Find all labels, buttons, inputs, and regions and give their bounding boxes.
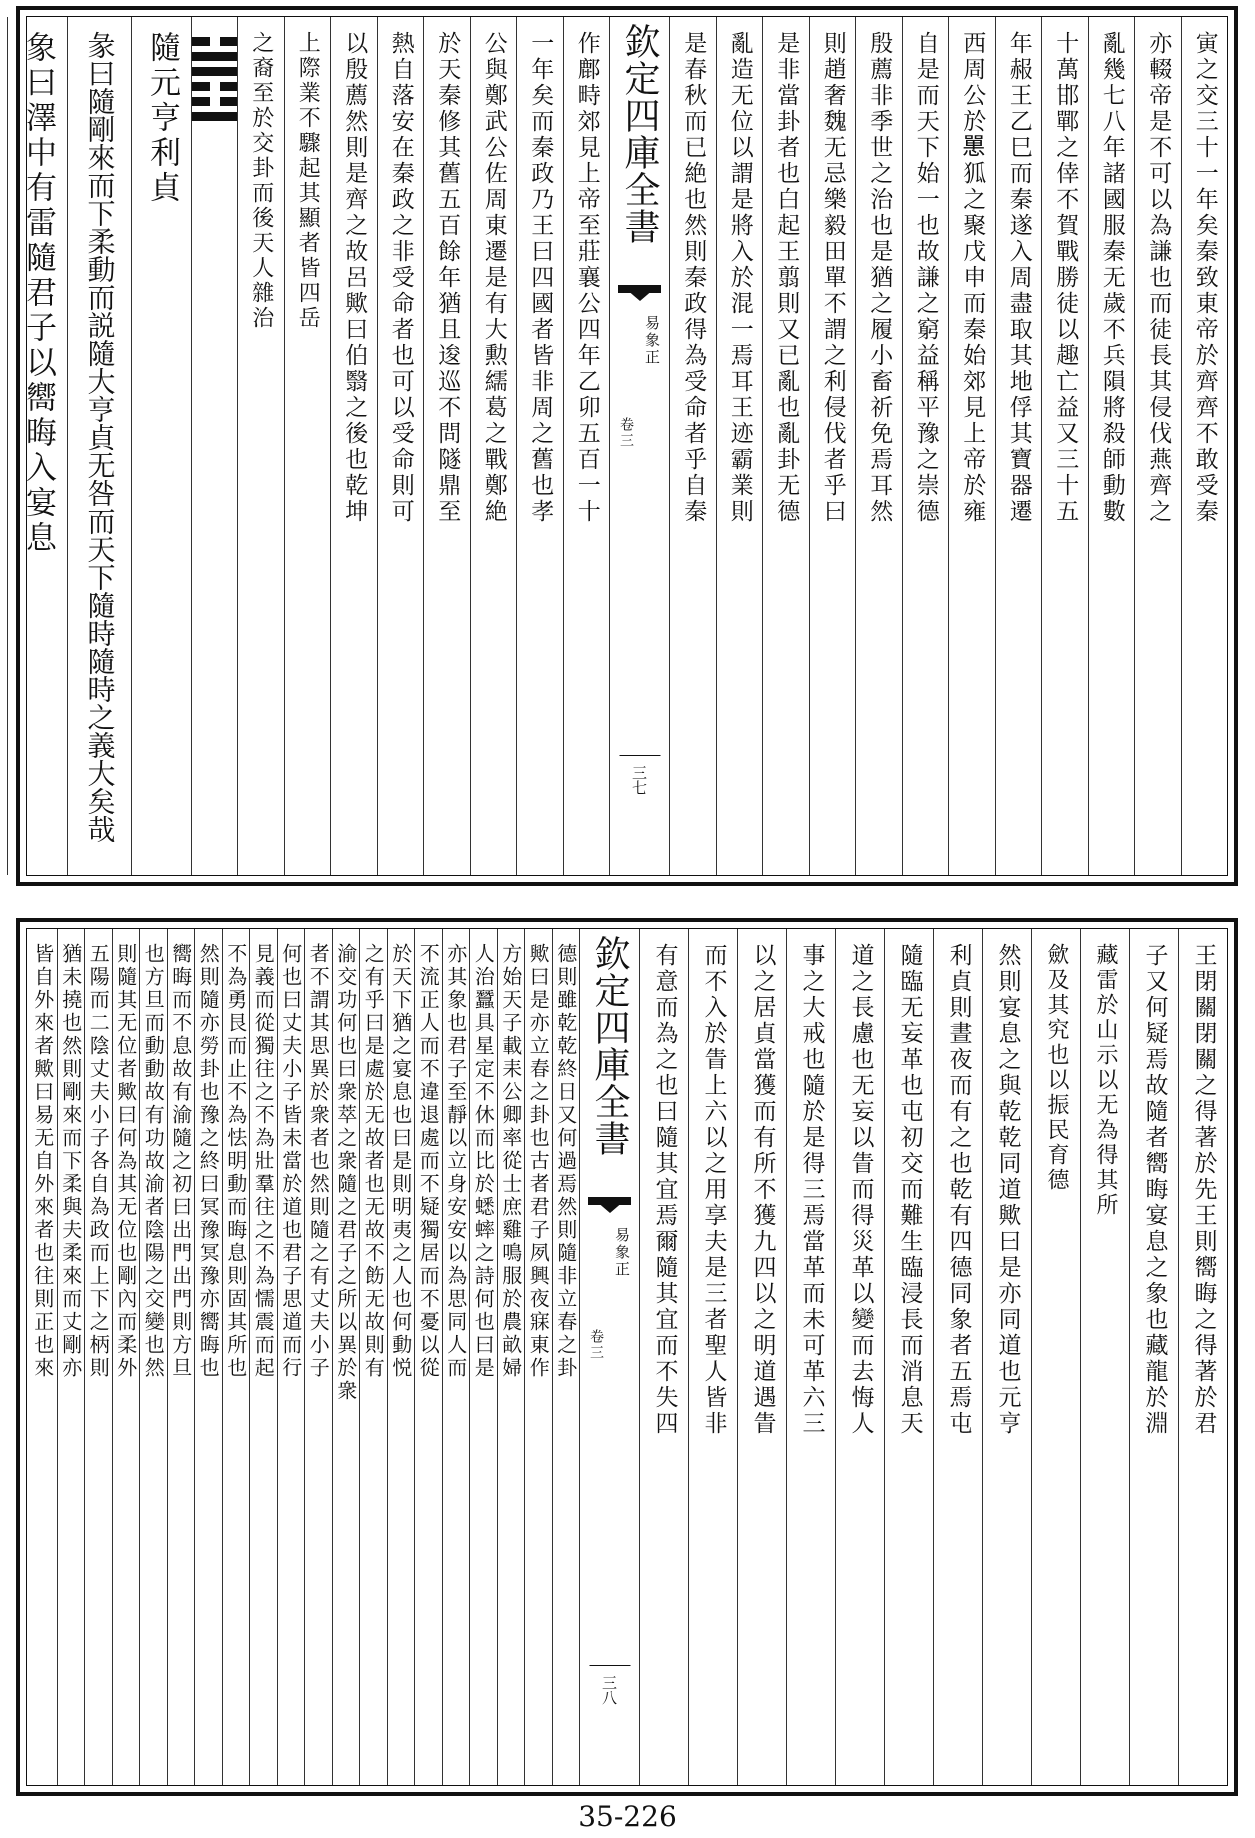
text-line: 是春秋而已絶也然則秦政得為受命者乎自秦 — [680, 31, 707, 525]
text-column — [1134, 17, 1181, 875]
text-line: 事之大戒也隨於是得三焉當革而未可革六三 — [798, 943, 825, 1437]
fish-tail-mark — [588, 1197, 631, 1215]
text-column — [809, 17, 856, 875]
text-line: 猶未撓也然則剛來而下柔與夫柔來而丈剛亦 — [58, 943, 83, 1380]
text-line: 上際業不驟起其顯者皆四岳 — [295, 31, 321, 331]
text-column — [552, 929, 580, 1785]
volume-label: 卷三 — [588, 1329, 604, 1361]
text-line: 公與鄭武公佐周東遷是有大勲繻葛之戰鄭絶 — [480, 31, 507, 525]
text-line: 亂造无位以謂是將入於混一焉耳王迹霸業則 — [726, 31, 753, 525]
text-line: 不為勇艮而止不為怯明動而晦息則固其所也 — [223, 943, 248, 1380]
text-line: 以之居貞當獲而有所不獲九四以之明道遇眚 — [749, 943, 776, 1437]
text-line: 何也曰丈夫小子皆未當於道也君子思道而行 — [278, 943, 303, 1380]
text-line: 道之長慮也无妄以眚而得災革以變而去悔人 — [847, 943, 874, 1437]
text-column — [249, 929, 277, 1785]
text-line: 自是而天下始一也故謙之窮益稱平豫之崇德 — [912, 31, 939, 525]
text-line: 然則隨亦勞卦也豫之終曰冥豫冥豫亦嚮晦也 — [196, 943, 221, 1380]
bottom-page-frame — [16, 918, 1238, 1796]
text-line: 嚮晦而不息故有渝隨之初曰出門出門則方旦 — [168, 943, 193, 1380]
text-line: 亂幾七八年諸國服秦无歲不兵隕將殺師動數 — [1098, 31, 1125, 525]
commentary-column — [0, 17, 7, 875]
text-column — [902, 17, 949, 875]
hexagram-judgement: 隨元亨利貞 — [144, 31, 180, 206]
text-line: 有意而為之也曰隨其宜焉爾隨其宜而不失四 — [651, 943, 678, 1437]
text-column — [277, 929, 305, 1785]
text-column — [359, 929, 387, 1785]
text-column — [112, 929, 140, 1785]
text-line: 寅之交三十一年矣秦致東帝於齊齊不敢受秦 — [1191, 31, 1218, 525]
text-column — [1178, 929, 1227, 1785]
text-line: 年赧王乙巳而秦遂入周盡取其地俘其寶器遷 — [1005, 31, 1032, 525]
text-line: 以殷薦然則是齊之故呂歟曰伯翳之後也乾坤 — [341, 31, 368, 525]
xiang-column — [7, 17, 67, 875]
leaf-number: 三七 — [630, 765, 648, 795]
text-column — [284, 17, 331, 875]
text-column — [377, 17, 424, 875]
text-column — [688, 929, 737, 1785]
text-column — [497, 929, 525, 1785]
text-line: 之有乎曰是處於无故者也无故不飭无故則有 — [361, 943, 386, 1380]
text-line: 於天下猶之宴息也曰是則明夷之人也何動悦 — [388, 943, 413, 1380]
text-column — [1031, 929, 1080, 1785]
top-page-inner-frame — [20, 16, 1228, 876]
text-column — [470, 17, 517, 875]
text-line: 不流正人而不違退處而不疑獨居而不憂以從 — [416, 943, 441, 1380]
text-column — [948, 17, 995, 875]
text-column — [933, 929, 982, 1785]
text-line: 隨臨无妄革也屯初交而難生臨浸長而消息天 — [896, 943, 923, 1437]
text-column — [442, 929, 470, 1785]
page-number: 35-226 — [578, 1800, 677, 1833]
text-line: 十萬邯鄲之倖不賀戰勝徒以趣亡益又三十五 — [1052, 31, 1079, 525]
text-line: 藏雷於山示以无為得其所 — [1093, 943, 1118, 1218]
text-column — [982, 929, 1031, 1785]
book-subtitle: 易象正 — [643, 315, 661, 366]
text-column — [995, 17, 1042, 875]
text-line: 則趙奢魏无忌樂毅田單不謂之利侵伐者乎曰 — [819, 31, 846, 525]
text-line: 亦輟帝是不可以為謙也而徒長其侵伐燕齊之 — [1145, 31, 1172, 525]
text-column — [194, 929, 222, 1785]
text-column — [423, 17, 470, 875]
text-column — [304, 929, 332, 1785]
text-line: 見義而從獨往之不為壯羣往之不為懦震而起 — [251, 943, 276, 1380]
text-column — [516, 17, 563, 875]
text-column — [237, 17, 284, 875]
hexagram-judgement-column — [131, 17, 191, 875]
text-line: 也方旦而動動故有功故渝者陰陽之交變也然 — [141, 943, 166, 1380]
text-column — [84, 929, 112, 1785]
text-line: 亦其象也君子至靜以立身安安以為思同人而 — [443, 943, 468, 1380]
text-line: 者不謂其思異於衆者也然則隨之有丈夫小子 — [306, 943, 331, 1380]
text-line: 德則雖乾乾終日又何過焉然則隨非立春之卦 — [553, 943, 578, 1380]
text-column — [835, 929, 884, 1785]
text-line: 歛及其究也以振民育德 — [1044, 943, 1069, 1193]
text-line: 則隨其无位者歟曰何為其无位也剛內而柔外 — [113, 943, 138, 1380]
center-fold-column — [579, 929, 639, 1785]
volume-label: 卷三 — [618, 417, 634, 449]
text-line: 渝交功何也曰衆萃之衆隨之君子之所以異於衆 — [333, 943, 358, 1403]
text-line: 而不入於眚上六以之用享夫是三者聖人皆非 — [700, 943, 727, 1437]
text-column — [524, 929, 552, 1785]
text-line: 方始天子載耒公卿率從士庶雞鳴服於農畝婦 — [498, 943, 523, 1380]
text-column — [1080, 929, 1129, 1785]
text-line: 於天秦修其舊五百餘年猶且逡巡不問隧鼎至 — [434, 31, 461, 525]
text-line: 利貞則晝夜而有之也乾有四德同象者五焉屯 — [945, 943, 972, 1437]
text-column — [855, 17, 902, 875]
text-line: 皆自外來者歟曰易无自外來者也往則正也來 — [30, 943, 55, 1380]
top-page-frame — [16, 6, 1238, 886]
text-column — [222, 929, 250, 1785]
leaf-number: 三八 — [600, 1675, 618, 1705]
text-column — [669, 17, 716, 875]
text-line: 之裔至於交卦而後天人雜治 — [248, 31, 274, 331]
text-line: 是非當卦者也白起王翦則又已亂也亂卦无德 — [773, 31, 800, 525]
bottom-page-inner-frame — [26, 928, 1228, 1786]
book-subtitle: 易象正 — [613, 1227, 631, 1278]
text-column — [167, 929, 195, 1785]
book-title: 欽定四庫全書 — [589, 935, 630, 1157]
book-title: 欽定四庫全書 — [619, 23, 660, 245]
text-column — [139, 929, 167, 1785]
bottom-columns — [27, 929, 1227, 1785]
text-line: 歟曰是亦立春之卦也古者君子夙興夜寐東作 — [526, 943, 551, 1380]
text-column — [1181, 17, 1228, 875]
text-column — [563, 17, 610, 875]
text-column — [786, 929, 835, 1785]
text-line: 殷薦非季世之治也是猶之履小畜祈免焉耳然 — [866, 31, 893, 525]
text-line: 西周公於𢠸狐之聚戊申而秦始郊見上帝於雍 — [959, 31, 986, 525]
text-column — [387, 929, 415, 1785]
text-column — [29, 929, 57, 1785]
fish-tail-mark — [618, 285, 661, 303]
center-fold-column — [609, 17, 669, 875]
text-column — [1129, 929, 1178, 1785]
hexagram-column — [191, 17, 237, 875]
text-column — [762, 17, 809, 875]
text-column — [57, 929, 85, 1785]
text-column — [737, 929, 786, 1785]
text-column — [330, 17, 377, 875]
text-line: 然則宴息之與乾乾同道歟曰是亦同道也元亨 — [994, 943, 1021, 1437]
text-line: 王閉關閉關之得著於先王則嚮晦之得著於君 — [1190, 943, 1217, 1437]
text-column — [716, 17, 763, 875]
text-line: 五陽而二陰丈夫小子各自為政而上下之柄則 — [86, 943, 111, 1380]
text-column — [469, 929, 497, 1785]
text-line: 作鄜畤郊見上帝至莊襄公四年乙卯五百一十 — [573, 31, 600, 525]
text-column — [1088, 17, 1135, 875]
text-line: 子又何疑焉故隨者嚮晦宴息之象也藏龍於淵 — [1141, 943, 1168, 1437]
xiang-text: 象曰澤中有雷隨君子以嚮晦入宴息 — [20, 31, 56, 556]
tuan-column — [67, 17, 131, 875]
text-line: 人治蠶具星定不休而比於蟋蟀之詩何也曰是 — [471, 943, 496, 1380]
text-line: 一年矣而秦政乃王曰四國者皆非周之舊也孝 — [527, 31, 554, 525]
tuan-text: 彖曰隨剛來而下柔動而説隨大亨貞无咎而天下隨時隨時之義大矣哉 — [83, 31, 117, 843]
text-column — [1041, 17, 1088, 875]
text-column — [332, 929, 360, 1785]
text-column — [414, 929, 442, 1785]
hexagram-sui-icon — [191, 37, 237, 127]
text-line: 熱自落安在秦政之非受命者也可以受命則可 — [387, 31, 414, 525]
top-columns — [20, 17, 1227, 875]
text-column — [639, 929, 688, 1785]
text-column — [884, 929, 933, 1785]
